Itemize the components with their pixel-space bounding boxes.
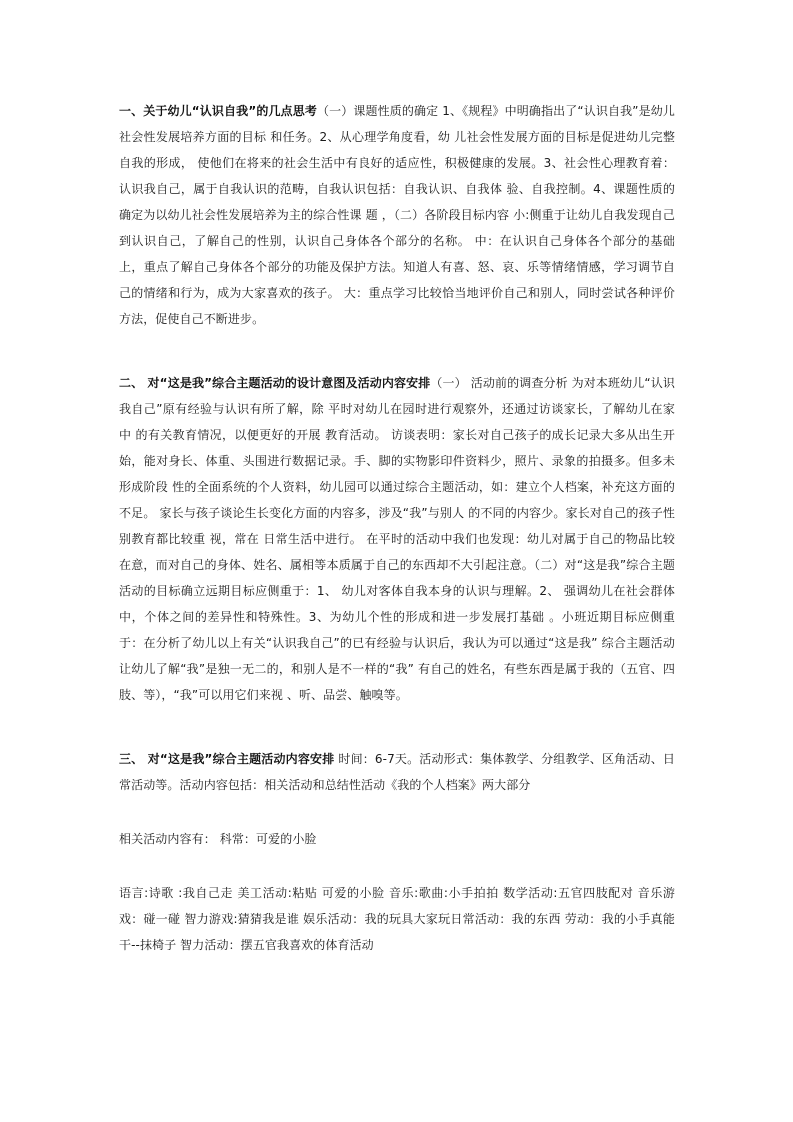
related-activities-line: 相关活动内容有： 科常：可爱的小脸 — [119, 832, 317, 846]
activities-list: 语言:诗歌 :我自己走 美工活动:粘贴 可爱的小脸 音乐:歌曲:小手拍拍 数学活动:五官四肢配对 音乐游戏：碰一碰 智力游戏:猜猜我是谁 娱乐活动：我的玩具大家玩日常活动：我的东西 劳动：我的小手真能干--抹椅子 智力活动：摆五官我喜欢的体育活动 — [119, 886, 675, 952]
section-3-body: 时间：6-7天。活动形式：集体教学、分组教学、区角活动、日常活动等。活动内容包括：相关活动和总结性活动《我的个人档案》两大部分 — [119, 752, 675, 792]
section-1-paragraph — [119, 98, 675, 332]
section-3-paragraph — [119, 746, 675, 798]
section-2-body: （一） 活动前的调查分析 为对本班幼儿“认识我自己”原有经验与认识有所了解，除 平时对幼儿在园时进行观察外，还通过访谈家长，了解幼儿在家 中 的有关教育情况，以便更好的开展 教育活动。 访谈表明：家长对自己孩子的成长记录大多从出生开始，能对身长、体重、头围进行数据记录。手、脚的实物影印件资料少，照片、录象的拍摄多。但多未形成阶段 性的全面系统的个人资料，幼儿园可以通过综合主题活动，如：建立个人档案，补充这方面的不足。 家长与孩子谈论生长变化方面的内容多，涉及“我”与别人 的不同的内容少。家长对自己的孩子性别教育都比较重 视，常在 日常生活中进行。 在平时的活动中我们也发现：幼儿对属于自己的物品比较在意，而对自己的身体、姓名、属相等本质属于自己的东西却不大引起注意。（二）对“这是我”综合主题活动的目标确立远期目标应侧重于：1、 幼儿对客体自我本身的认识与理解。2、 强调幼儿在社会群体中，个体之间的差异性和特殊性。3、为幼儿个性的形成和进一步发展打基础 。小班近期目标应侧重于：在分析了幼儿以上有关“认识我自己”的已有经验与认识后，我认为可以通过“这是我” 综合主题活动让幼儿了解“我”是独一无二的，和别人是不一样的“我” 有自己的姓名，有些东西是属于我的（五官、四肢、等），“我”可以用它们来视 、听、品尝、触嗅等。 — [119, 376, 675, 702]
section-2-heading: 二、 对“这是我”综合主题活动的设计意图及活动内容安排 — [119, 376, 431, 390]
section-2-paragraph — [119, 370, 675, 708]
section-3-heading: 三、 对“这是我”综合主题活动内容安排 — [119, 752, 335, 766]
section-1-heading: 一、关于幼儿“认识自我”的几点思考 — [119, 104, 317, 118]
section-1-body: （一）课题性质的确定 1、《规程》中明确指出了“认识自我”是幼儿社会性发展培养方面的目标 和任务。2、从心理学角度看，幼 儿社会性发展方面的目标是促进幼儿完整自我的形成， 使他们在将来的社会生活中有良好的适应性，积极健康的发展。3、社会性心理教育着：认识我自己，属于自我认识的范畴，自我认识包括：自我认识、自我体 验、自我控制。4、课题性质的确定为以幼儿社会性发展培养为主的综合性课 题 ，（二）各阶段目标内容 小:侧重于让幼儿自我发现自己到认识自己，了解自己的性别，认识自己身体各个部分的名称。 中：在认识自己身体各个部分的基础上，重点了解自己身体各个部分的功能及保护方法。知道人有喜、怒、哀、乐等情绪情感，学习调节自己的情绪和行为，成为大家喜欢的孩子。 大：重点学习比较恰当地评价自己和别人，同时尝试各种评价方法，促使自己不断进步。 — [119, 104, 675, 326]
document-content — [119, 98, 675, 958]
